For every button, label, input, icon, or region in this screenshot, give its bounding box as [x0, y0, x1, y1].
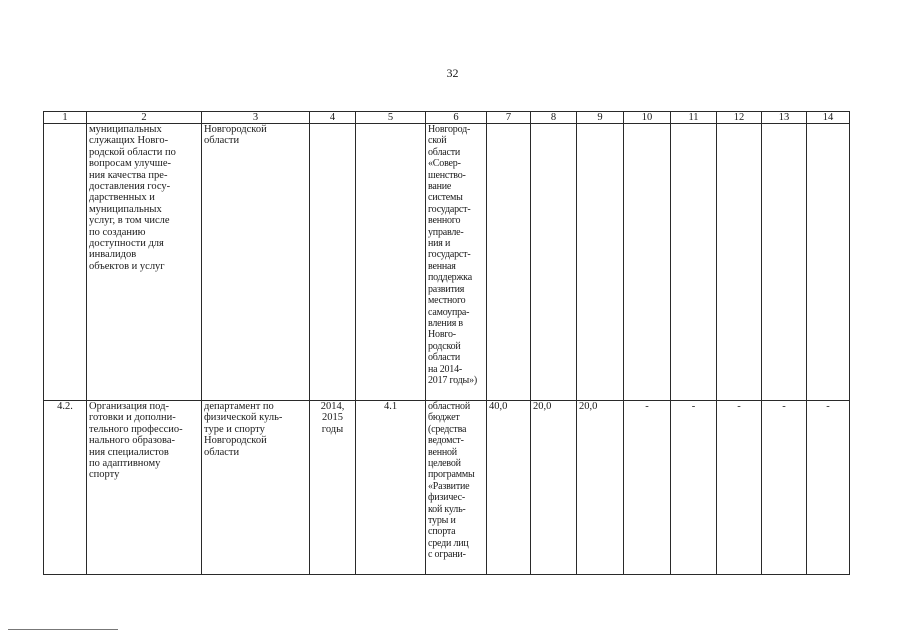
target-indicator-cell	[356, 124, 426, 401]
column-header: 3	[202, 112, 310, 124]
column-number-row	[44, 112, 850, 124]
amount-cell	[487, 124, 531, 401]
column-header: 1	[44, 112, 87, 124]
column-header: 2	[87, 112, 202, 124]
amount-cell	[807, 124, 850, 401]
page-number: 32	[446, 66, 459, 80]
column-header: 11	[671, 112, 717, 124]
amount-cell	[671, 124, 717, 401]
amount-cell	[577, 124, 624, 401]
column-header: 6	[426, 112, 487, 124]
footer-divider	[8, 629, 118, 630]
amount-cell: 20,0	[577, 401, 624, 575]
column-header: 13	[762, 112, 807, 124]
column-header: 8	[531, 112, 577, 124]
amount-cell: -	[671, 401, 717, 575]
amount-cell: -	[717, 401, 762, 575]
amount-cell	[531, 124, 577, 401]
activity-name-cell: муниципальных служащих Новго- родской области по вопросам улучше- ния качества пре- доставления госу- дарственных и муниципальных услуг, в том числе по созданию доступности для инвалидов объектов и услуг	[87, 124, 202, 401]
item-number-cell	[44, 124, 87, 401]
amount-cell	[717, 124, 762, 401]
amount-cell: -	[762, 401, 807, 575]
target-indicator-cell: 4.1	[356, 401, 426, 575]
column-header: 7	[487, 112, 531, 124]
column-header: 10	[624, 112, 671, 124]
funding-source-cell: областной бюджет (средства ведомст- венной целевой программы «Развитие физичес- кой куль- туры и спорта среди лиц с ограни-	[426, 401, 487, 575]
amount-cell	[762, 124, 807, 401]
column-header: 12	[717, 112, 762, 124]
amount-cell: 40,0	[487, 401, 531, 575]
column-header: 5	[356, 112, 426, 124]
responsible-executor-cell: департамент по физической куль- туре и спорту Новгородской области	[202, 401, 310, 575]
amount-cell: -	[807, 401, 850, 575]
period-cell	[310, 124, 356, 401]
item-number-cell: 4.2.	[44, 401, 87, 575]
amount-cell: 20,0	[531, 401, 577, 575]
column-header: 9	[577, 112, 624, 124]
responsible-executor-cell: Новгородской области	[202, 124, 310, 401]
amount-cell	[624, 124, 671, 401]
activity-name-cell: Организация под- готовки и дополни- тельного профессио- нального образова- ния специалистов по адаптивному спорту	[87, 401, 202, 575]
period-cell: 2014, 2015 годы	[310, 401, 356, 575]
table-row	[44, 401, 850, 575]
program-table	[43, 111, 850, 575]
column-header: 14	[807, 112, 850, 124]
amount-cell: -	[624, 401, 671, 575]
table-row	[44, 124, 850, 401]
column-header: 4	[310, 112, 356, 124]
funding-source-cell: Новгород- ской области «Совер- шенство- вание системы государст- венного управле- ния и государст- венная поддержка развития местного самоупра- вления в Новго- родской области на 2014- 2017 годы»)	[426, 124, 487, 401]
